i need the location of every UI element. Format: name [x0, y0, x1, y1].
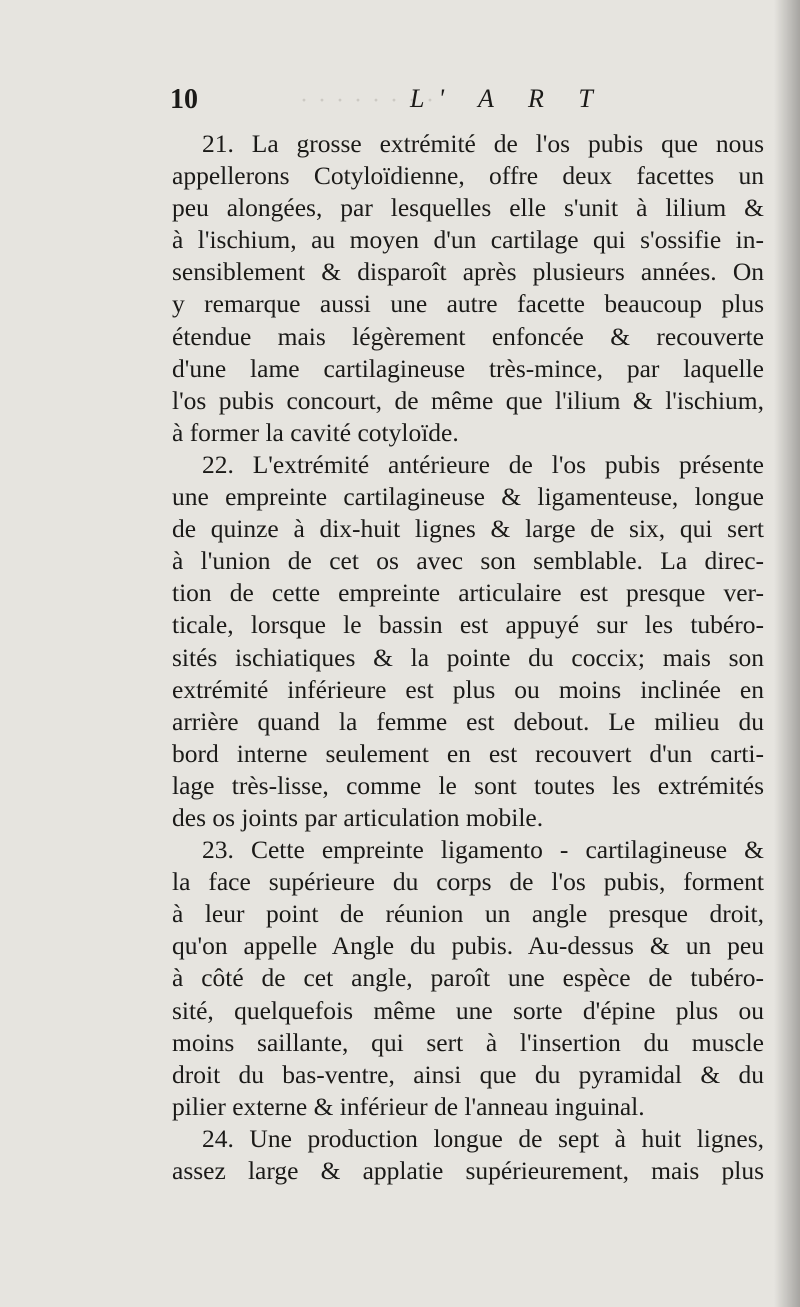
text-line: l'os pubis concourt, de même que l'ilium & l'ischium,	[172, 385, 764, 415]
text-line: pilier externe & inférieur de l'anneau inguinal.	[172, 1091, 645, 1121]
text-line: lage très-lisse, comme le sont toutes les extrémités	[172, 770, 764, 800]
text-line: 22. L'extrémité antérieure de l'os pubis présente	[202, 449, 764, 479]
page-number: 10	[170, 84, 198, 115]
text-line: des os joints par articulation mobile.	[172, 802, 544, 832]
text-line: sités ischiatiques & la pointe du coccix; mais son	[172, 642, 764, 672]
page-header	[170, 84, 765, 118]
text-line: 21. La grosse extrémité de l'os pubis que nous	[202, 129, 764, 158]
text-line: moins saillante, qui sert à l'insertion du muscle	[172, 1027, 764, 1057]
text-line: à côté de cet angle, paroît une espèce de tubéro-	[172, 963, 764, 993]
text-line: appellerons Cotyloïdienne, offre deux facettes un	[172, 161, 764, 191]
text-line: extrémité inférieure est plus ou moins inclinée en	[172, 674, 764, 704]
text-line: bord interne seulement en est recouvert d'un carti-	[172, 738, 764, 768]
text-line: une empreinte cartilagineuse & ligamenteuse, longue	[172, 482, 764, 512]
running-title: L' A R T	[410, 84, 607, 113]
body-text	[172, 128, 764, 1187]
text-line: y remarque aussi une autre facette beaucoup plus	[172, 289, 764, 319]
text-line: de quinze à dix-huit lignes & large de six, qui sert	[172, 514, 764, 544]
text-line: la face supérieure du corps de l'os pubis, forment	[172, 867, 764, 897]
text-line: qu'on appelle Angle du pubis. Au-dessus & un peu	[172, 931, 764, 961]
text-line: sensiblement & disparoît après plusieurs années. On	[172, 257, 764, 287]
text-line: tion de cette empreinte articulaire est presque ver-	[172, 578, 764, 608]
page-edge-shadow	[774, 0, 800, 1307]
text-line: arrière quand la femme est debout. Le milieu du	[172, 706, 764, 736]
text-line: étendue mais légèrement enfoncée & recouverte	[172, 321, 764, 351]
text-line: 23. Cette empreinte ligamento - cartilagineuse &	[202, 835, 764, 865]
text-line: assez large & applatie supérieurement, mais plus	[172, 1156, 764, 1185]
text-line: sité, quelquefois même une sorte d'épine plus ou	[172, 995, 764, 1025]
text-line: d'une lame cartilagineuse très-mince, par laquelle	[172, 353, 764, 383]
text-line: à leur point de réunion un angle presque droit,	[172, 899, 764, 929]
text-line: à former la cavité cotyloïde.	[172, 417, 459, 447]
text-line: ticale, lorsque le bassin est appuyé sur les tubéro-	[172, 610, 764, 640]
bleed-through-text: · · · · · · · ·	[300, 88, 436, 114]
text-line: 24. Une production longue de sept à huit lignes,	[202, 1123, 764, 1153]
text-line: à l'union de cet os avec son semblable. La direc-	[172, 546, 764, 576]
text-line: droit du bas-ventre, ainsi que du pyramidal & du	[172, 1059, 764, 1089]
text-line: à l'ischium, au moyen d'un cartilage qui s'ossifie in-	[172, 225, 764, 255]
text-line: peu alongées, par lesquelles elle s'unit à lilium &	[172, 193, 764, 223]
